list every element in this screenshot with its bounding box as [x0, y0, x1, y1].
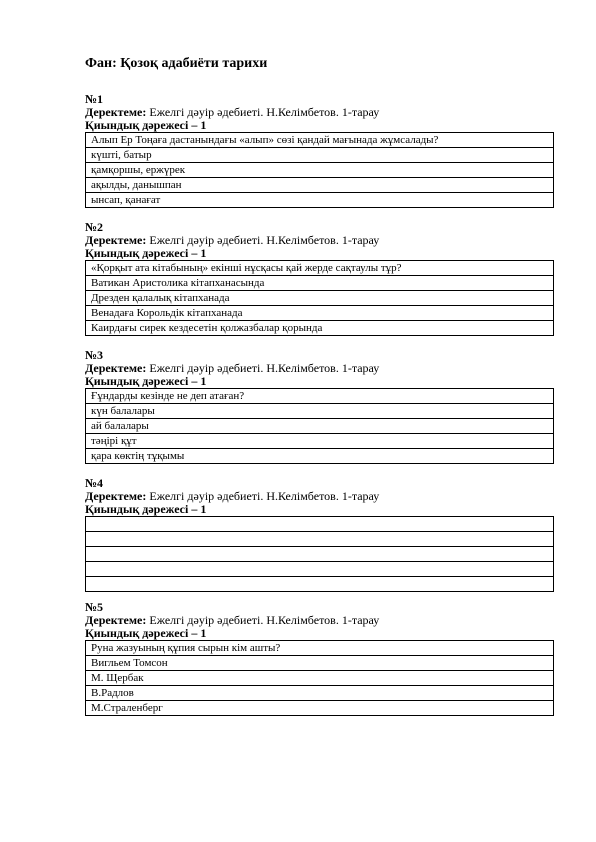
question-2: [85, 220, 554, 336]
question-4: [85, 476, 554, 592]
question-3: [85, 348, 554, 464]
answer-table: [85, 640, 554, 716]
answer-option-row: В.Радлов: [86, 686, 553, 701]
answer-table: [85, 388, 554, 464]
answer-option-row: [86, 547, 553, 562]
answer-option-row: Дрезден қалалық кітапханада: [86, 291, 553, 306]
source-text: Ежелгі дәуір әдебиеті. Н.Келімбетов. 1-тарау: [146, 489, 380, 503]
answer-option-row: ақылды, данышпан: [86, 178, 553, 193]
question-difficulty: Қиындық дәрежесі – 1: [85, 246, 207, 260]
question-1: [85, 92, 554, 208]
question-number: №1: [85, 92, 104, 106]
answer-option-row: ынсап, қанағат: [91, 194, 161, 206]
answer-table: [85, 260, 554, 336]
question-number: №2: [85, 220, 104, 234]
answer-option-row: Ватикан Аристолика кітапханасында: [86, 276, 553, 291]
page-title: Фан: Қозоқ адабиёти тарихи: [85, 56, 268, 71]
question-text-row: Руна жазуының құпия сырын кім ашты?: [86, 641, 553, 656]
source-text: Ежелгі дәуір әдебиеті. Н.Келімбетов. 1-тарау: [146, 361, 380, 375]
source-text: Ежелгі дәуір әдебиеті. Н.Келімбетов. 1-тарау: [146, 613, 380, 627]
answer-option-row: күн балалары: [86, 404, 553, 419]
answer-option-row: Венадаға Корольдік кітапханада: [86, 306, 553, 321]
question-text-row: Ғұндарды кезінде не деп атаған?: [86, 389, 553, 404]
answer-option-row: қара көктің тұқымы: [91, 450, 185, 462]
source-label: Деректеме:: [85, 233, 147, 247]
source-label: Деректеме:: [85, 105, 147, 119]
answer-option-row: қамқоршы, ержүрек: [86, 163, 553, 178]
answer-table: [85, 516, 554, 592]
source-text: Ежелгі дәуір әдебиеті. Н.Келімбетов. 1-тарау: [146, 105, 380, 119]
answer-option-row: тәңірі құт: [86, 434, 553, 449]
answer-option-row: [86, 562, 553, 577]
question-number: №3: [85, 348, 104, 362]
question-difficulty: Қиындық дәрежесі – 1: [85, 502, 207, 516]
answer-option-row: [86, 532, 553, 547]
question-difficulty: Қиындық дәрежесі – 1: [85, 374, 207, 388]
question-number: №5: [85, 600, 104, 614]
answer-option-row: Каирдағы сирек кездесетін қолжазбалар қорында: [91, 322, 323, 334]
question-difficulty: Қиындық дәрежесі – 1: [85, 118, 207, 132]
question-5: [85, 600, 554, 716]
question-difficulty: Қиындық дәрежесі – 1: [85, 626, 207, 640]
question-text-row: Алып Ер Тоңаға дастанындағы «алып» сөзі қандай мағынада жұмсалады?: [86, 133, 553, 148]
question-text-row: [86, 517, 553, 532]
answer-option-row: Вигльем Томсон: [86, 656, 553, 671]
question-number: №4: [85, 476, 104, 490]
answer-option-row: ай балалары: [86, 419, 553, 434]
answer-option-row: М. Щербак: [86, 671, 553, 686]
answer-option-row: күшті, батыр: [86, 148, 553, 163]
source-label: Деректеме:: [85, 489, 147, 503]
source-text: Ежелгі дәуір әдебиеті. Н.Келімбетов. 1-тарау: [146, 233, 380, 247]
answer-table: [85, 132, 554, 208]
answer-option-row: М.Страленберг: [91, 702, 163, 714]
source-label: Деректеме:: [85, 613, 147, 627]
question-text-row: «Қорқыт ата кітабының» екінші нұсқасы қай жерде сақтаулы тұр?: [86, 261, 553, 276]
source-label: Деректеме:: [85, 361, 147, 375]
answer-option-row: [86, 577, 553, 591]
